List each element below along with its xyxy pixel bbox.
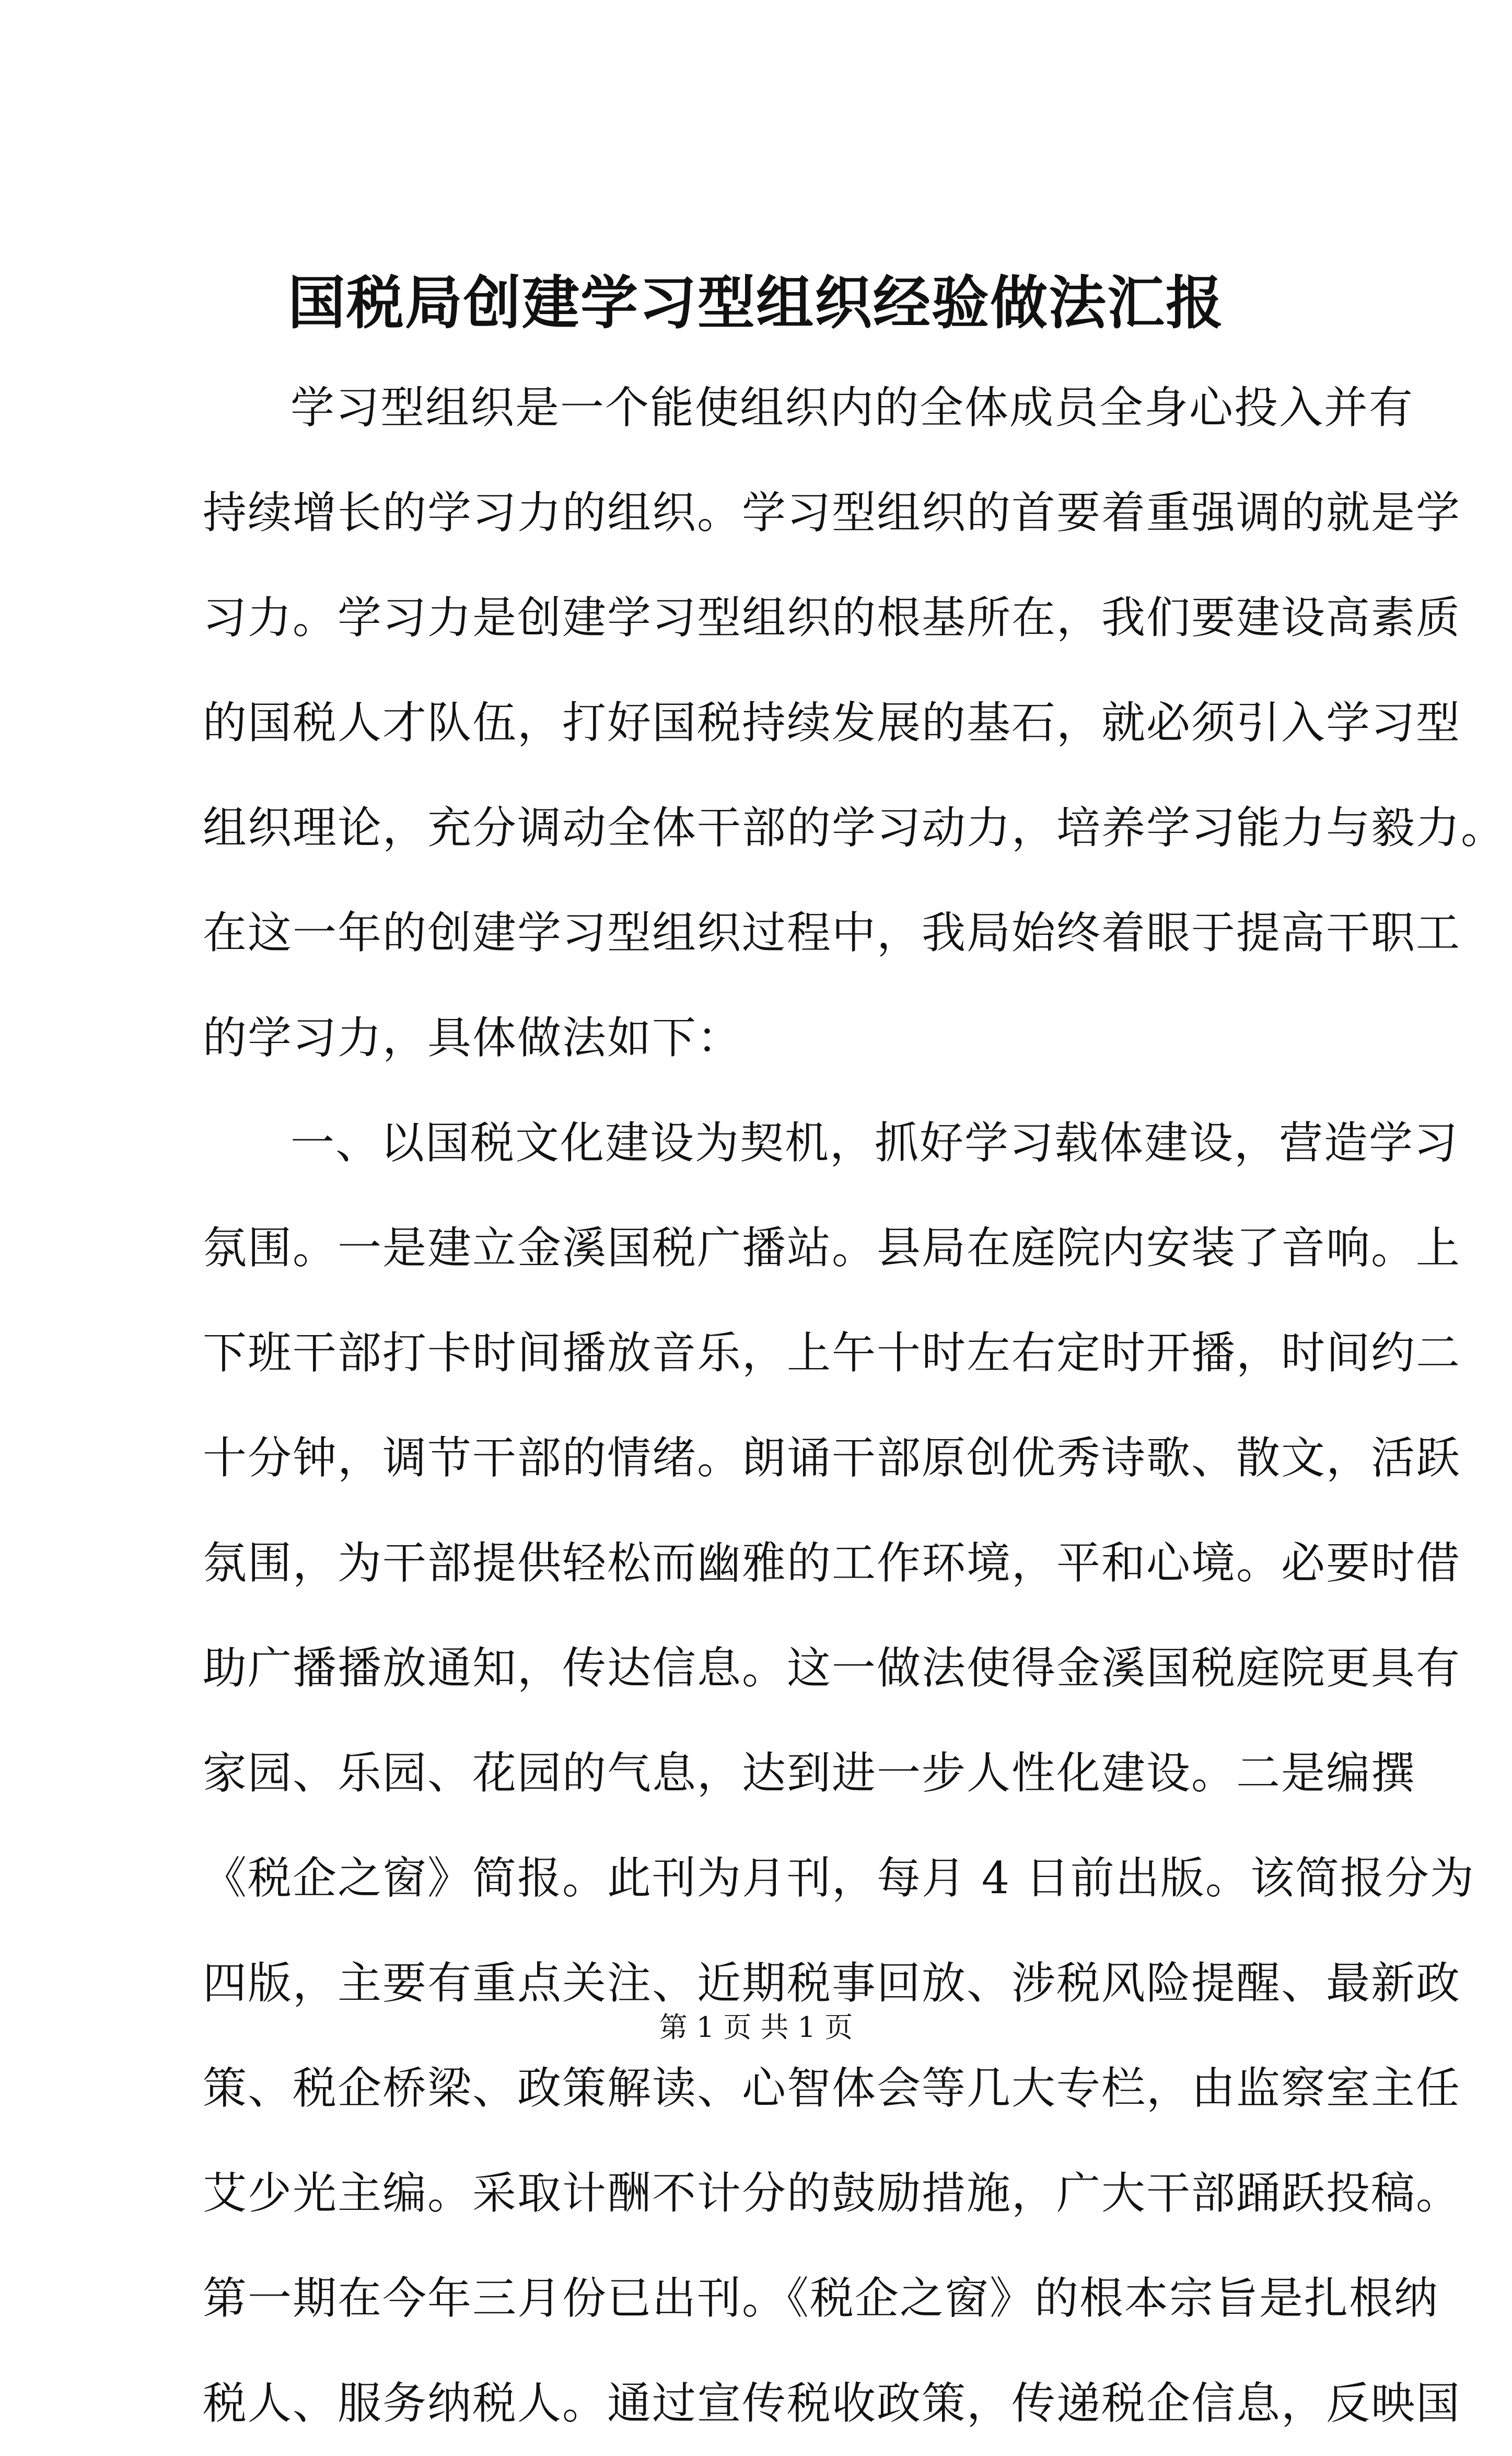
document-title: 国税局创建学习型组织经验做法汇报 xyxy=(288,269,1224,337)
paragraph-line: 十分钟，调节干部的情绪。朗诵干部原创优秀诗歌、散文，活跃 xyxy=(203,1432,1461,1484)
paragraph-line: 氛围，为干部提供轻松而幽雅的工作环境，平和心境。必要时借 xyxy=(203,1537,1461,1589)
paragraph-line: 的学习力，具体做法如下： xyxy=(203,1012,742,1063)
paragraph-line: 在这一年的创建学习型组织过程中，我局始终着眼于提高干职工 xyxy=(203,907,1461,958)
paragraph-line: 的国税人才队伍，打好国税持续发展的基石，就必须引入学习型 xyxy=(203,697,1461,748)
paragraph-line: 习力。学习力是创建学习型组织的根基所在，我们要建设高素质 xyxy=(203,592,1461,643)
paragraph-line: 持续增长的学习力的组织。学习型组织的首要着重强调的就是学 xyxy=(203,487,1461,538)
paragraph-line: 第一期在今年三月份已出刊。《税企之窗》的根本宗旨是扎根纳 xyxy=(203,2273,1439,2324)
paragraph-line: 《税企之窗》简报。此刊为月刊，每月 4 日前出版。该简报分为 xyxy=(203,1852,1475,1904)
document-body xyxy=(203,355,1506,2456)
page-footer: 第 1 页 共 1 页 xyxy=(659,2011,853,2044)
paragraph-line: 一、以国税文化建设为契机，抓好学习载体建设，营造学习 xyxy=(290,1117,1459,1168)
paragraph-line: 艾少光主编。采取计酬不计分的鼓励措施，广大干部踊跃投稿。 xyxy=(203,2168,1461,2219)
paragraph-line: 下班干部打卡时间播放音乐，上午十时左右定时开播，时间约二 xyxy=(203,1327,1461,1378)
paragraph-line: 助广播播放通知，传达信息。这一做法使得金溪国税庭院更具有 xyxy=(203,1642,1461,1694)
paragraph-line: 氛围。一是建立金溪国税广播站。县局在庭院内安装了音响。上 xyxy=(203,1222,1461,1273)
paragraph-line: 税人、服务纳税人。通过宣传税收政策，传递税企信息，反映国 xyxy=(203,2378,1461,2429)
paragraph-line: 四版，主要有重点关注、近期税事回放、涉税风险提醒、最新政 xyxy=(203,1957,1461,2009)
paragraph-line: 家园、乐园、花园的气息，达到进一步人性化建设。二是编撰 xyxy=(203,1747,1416,1799)
paragraph-line: 策、税企桥梁、政策解读、心智体会等几大专栏，由监察室主任 xyxy=(203,2063,1461,2114)
paragraph-line: 组织理论，充分调动全体干部的学习动力，培养学习能力与毅力。 xyxy=(203,802,1506,853)
paragraph-line: 学习型组织是一个能使组织内的全体成员全身心投入并有 xyxy=(290,382,1414,433)
